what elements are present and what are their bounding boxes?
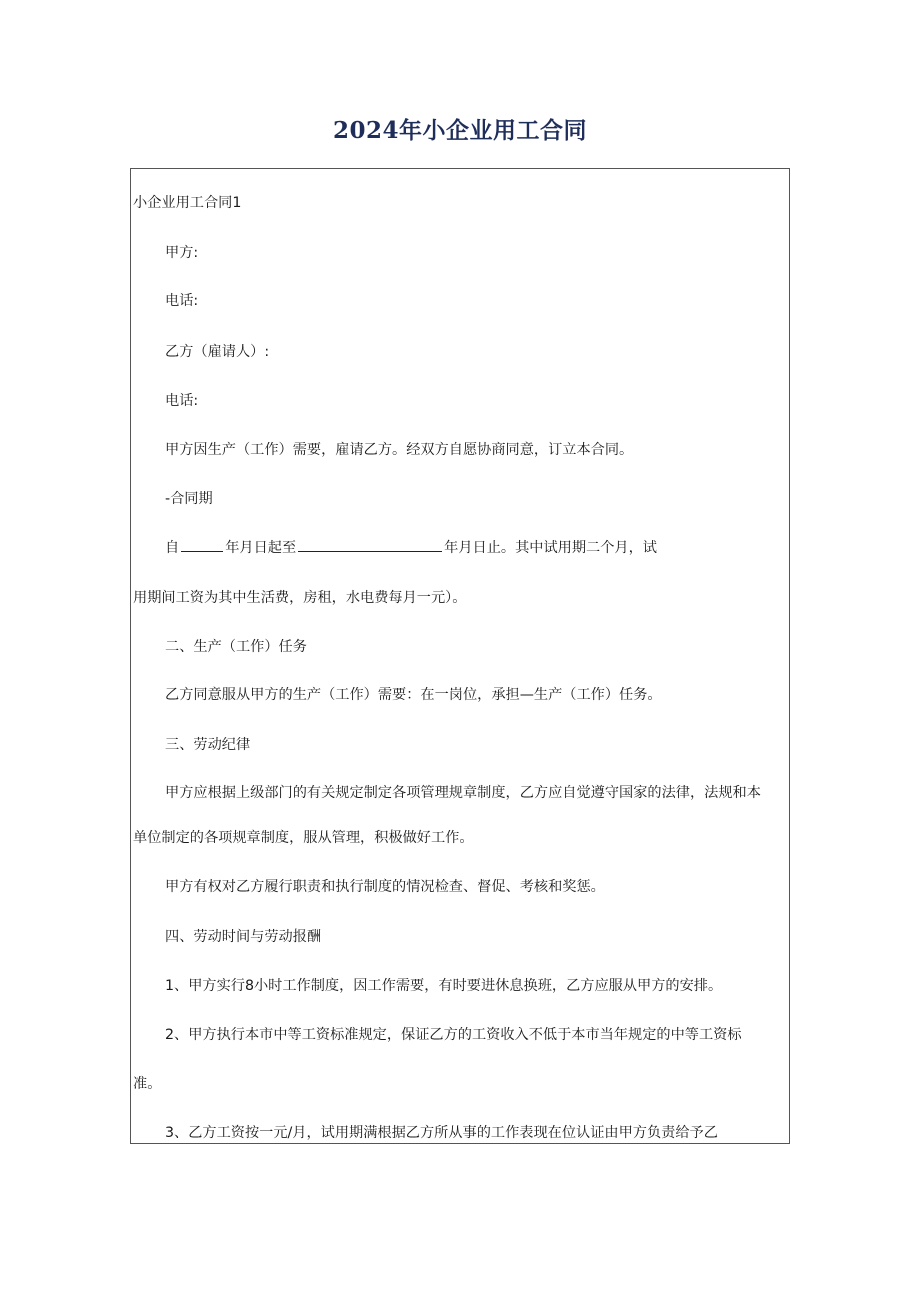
party-a-label: 甲方: [165, 245, 199, 261]
clause-2-wage-standard: 2、甲方执行本市中等工资标准规定，保证乙方的工资收入不低于本市当年规定的中等工资标 [165, 1027, 742, 1043]
end-date-blank [298, 537, 442, 552]
contract-term-paragraph [165, 537, 657, 559]
discipline-paragraph-line2: 单位制定的各项规章制度，服从管理，积极做好工作。 [133, 830, 474, 846]
clause-3-wage: 3、乙方工资按一元/月，试用期满根据乙方所从事的工作表现在位认证由甲方负责给予乙 [165, 1125, 718, 1141]
start-year-blank [181, 537, 223, 552]
clause-2-continuation: 准。 [133, 1076, 162, 1092]
section-working-hours-pay: 四、劳动时间与劳动报酬 [165, 929, 322, 945]
section-production-task: 二、生产（工作）任务 [165, 639, 307, 655]
production-task-paragraph: 乙方同意服从甲方的生产（工作）需要：在一岗位，承担—生产（工作）任务。 [165, 687, 662, 703]
discipline-paragraph-line1: 甲方应根据上级部门的有关规定制定各项管理规章制度，乙方应自觉遵守国家的法律，法规和本 [165, 785, 761, 801]
contract-heading: 小企业用工合同1 [133, 195, 242, 211]
preamble-paragraph: 甲方因生产（工作）需要，雇请乙方。经双方自愿协商同意，订立本合同。 [165, 442, 634, 458]
section-contract-term: -合同期 [165, 491, 213, 507]
term-middle: 年月日起至 [225, 540, 297, 556]
inspection-paragraph: 甲方有权对乙方履行职责和执行制度的情况检查、督促、考核和奖惩。 [165, 879, 605, 895]
party-a-phone-label: 电话: [165, 293, 199, 309]
document-title: 2024年小企业用工合同 [332, 117, 587, 144]
document-body-frame [130, 168, 790, 1144]
term-prefix: 自 [165, 540, 180, 556]
section-labor-discipline: 三、劳动纪律 [165, 737, 251, 753]
probation-wage-line: 用期间工资为其中生活费，房租，水电费每月一元）。 [133, 590, 467, 606]
term-suffix: 年月日止。其中试用期二个月，试 [444, 540, 657, 556]
party-b-label: 乙方（雇请人）: [165, 344, 270, 360]
party-b-phone-label: 电话: [165, 393, 199, 409]
clause-1-work-hours: 1、甲方实行8小时工作制度，因工作需要，有时要进休息换班，乙方应服从甲方的安排。 [165, 978, 723, 994]
